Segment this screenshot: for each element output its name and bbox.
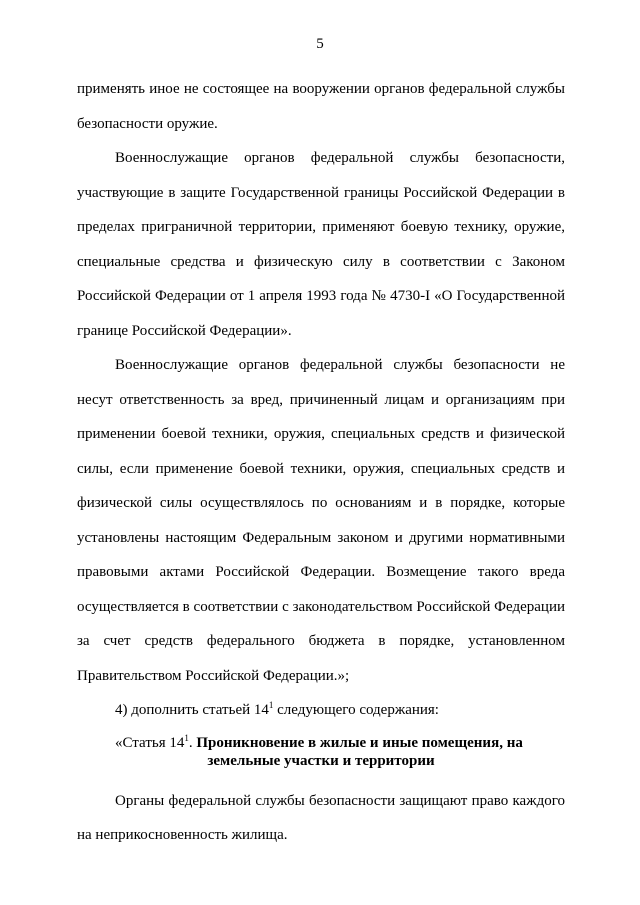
- article-title-line1: Проникновение в жилые и иные помещения, на: [192, 734, 523, 751]
- paragraph-inviolability: Органы федеральной службы безопасности защищают право каждого на неприкосновенность жилища.: [77, 792, 565, 843]
- paragraph-continuation: применять иное не состоящее на вооружении органов федеральной службы безопасности оружие.: [77, 81, 565, 132]
- amendment-superscript: 1: [268, 700, 274, 710]
- page-number: 5: [316, 36, 324, 52]
- paragraph-border-protection: Военнослужащие органов федеральной службы безопасности, участвующие в защите Государственной границы Российской Федерации в пределах приграничной территории, применяют боевую технику, оружие, специальные средства и физическую силу в соответствии с Законом Российской Федерации от 1 апреля 1993 года № 4730-I «О Государственной границе Российской Федерации».: [77, 150, 565, 339]
- article-dot: .: [188, 734, 193, 751]
- article-heading: [77, 734, 565, 770]
- article-superscript: 1: [184, 732, 189, 743]
- document-body: [77, 72, 565, 853]
- amendment-text-before: 4) дополнить статьей 14: [115, 702, 269, 718]
- article-title-line2: земельные участки и территории: [207, 752, 435, 769]
- paragraph-liability: Военнослужащие органов федеральной службы безопасности не несут ответственность за вред, причиненный лицам и организациям при применении боевой техники, оружия, специальных средств и физической силы, если применение боевой техники, оружия, специальных средств и физической силы осуществлялось по основаниям и в порядке, которые установлены настоящим Федеральным законом и другими нормативными правовыми актами Российской Федерации. Возмещение такого вреда осуществляется в соответствии с законодательством Российской Федерации за счет средств федерального бюджета в порядке, установленном Правительством Российской Федерации.»;: [77, 357, 565, 684]
- amendment-text-after: следующего содержания:: [273, 702, 439, 718]
- amendment-item: [77, 693, 565, 728]
- article-prefix: «Статья 14: [115, 734, 185, 751]
